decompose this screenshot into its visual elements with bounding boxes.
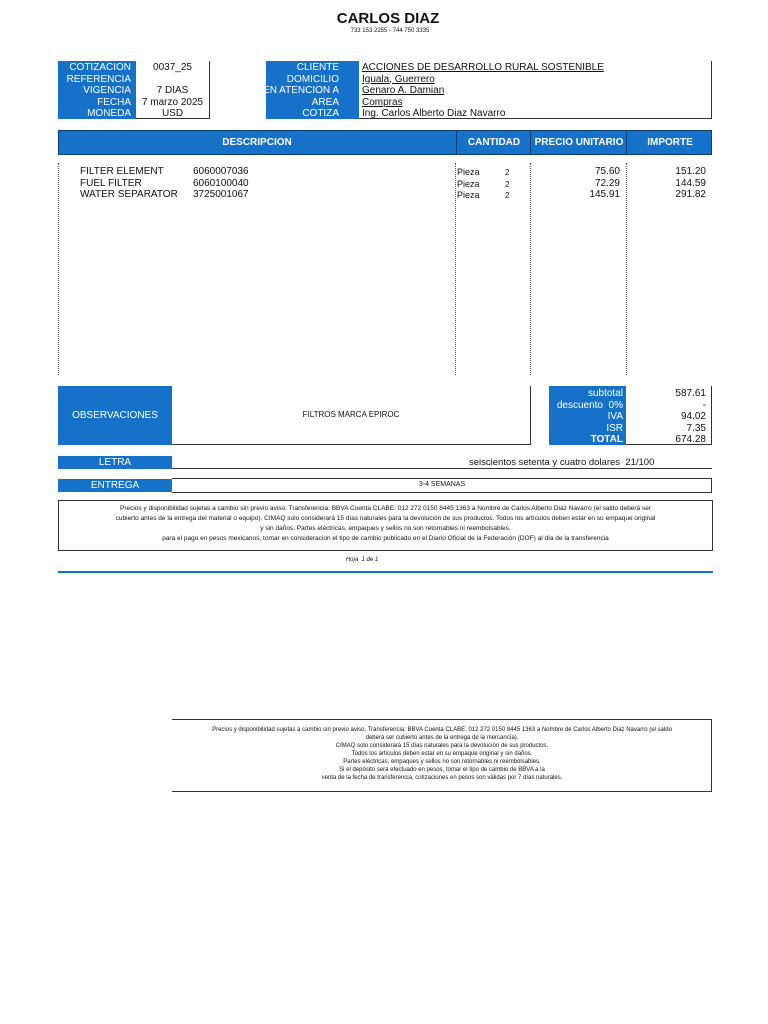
item-description: FILTER ELEMENT [80,166,164,177]
value-iva: 94.02 [680,411,706,422]
footer-terms-line: Si el depósito será efectuado en pesos, tomar el tipo de cambio de BBVA a la [339,767,545,773]
item-amount: 291.82 [675,189,706,200]
footer-terms-line: deberá ser cubierto antes de la entrega de la mercancía). [365,735,519,741]
footer-terms-line: Todos los artículos deben estar en su empaque original y sin daños. [351,751,533,757]
item-amount: 144.59 [675,178,706,189]
footer-terms-line: Precios y disponibilidad sujetas a cambio sin previo aviso. Transferencia: BBVA Cuenta CLABE: 012 272 0150 8445 1363 a Nombre de Carlos Alberto Diaz Navarro (el saldo [212,727,672,733]
value-descuento: - [702,399,706,411]
footer-terms-line: venta de la fecha de transferencia, cotizaciones en pesos son válidas por 7 días naturales. [321,775,563,781]
value-area: Compras [362,96,403,108]
value-subtotal: 587.61 [675,388,706,399]
item-code: 6060007036 [193,166,249,177]
value-cotizacion: 0037_25 [153,62,192,73]
item-amount: 151.20 [675,166,706,177]
label-cotiza: COTIZA [302,108,339,119]
header-importe: IMPORTE [626,131,713,154]
value-cotiza: Ing. Carlos Alberto Diaz Navarro [362,108,506,119]
letra-label: LETRA [98,457,132,468]
label-cotizacion: COTIZACION [69,62,131,73]
terms-line: cubierto antes de la entrega del material o equipo). CIMAQ solo considerará 15 días naturales para la devolución de sus productos. Todos los artículos deben estar en su empaque original [115,515,656,522]
value-moneda: USD [161,108,184,119]
value-cliente: ACCIONES DE DESARROLLO RURAL SOSTENIBLE [362,62,604,73]
col-divider [455,163,456,375]
label-en-atencion: EN ATENCION A [263,85,339,96]
header-precio-unitario: PRECIO UNITARIO [530,131,627,154]
observaciones-text: FILTROS MARCA EPIROC [302,410,400,419]
label-vigencia: VIGENCIA [83,85,131,96]
entrega-label: ENTREGA [90,480,140,491]
value-domicilio: Iguala, Guerrero [362,73,435,85]
value-fecha: 7 marzo 2025 [141,96,204,108]
label-subtotal: subtotal [587,388,623,399]
item-price: 75.60 [594,166,620,177]
observaciones-label: OBSERVACIONES [72,410,158,421]
terms-line: y sin daños. Partes eléctricas, empaques y sellos no son retornables ni reembolsables. [260,525,511,532]
item-unit: Pieza [457,167,480,177]
header-descripcion: DESCRIPCION [222,137,292,148]
footer-terms-line: Partes eléctricas, empaques y sellos no son retornables ni reembolsables. [343,759,541,765]
label-domicilio: DOMICILIO [286,73,339,85]
label-total: TOTAL [590,434,623,445]
label-moneda: MONEDA [87,108,131,119]
value-total: 674.28 [675,434,706,445]
label-fecha: FECHA [97,96,131,108]
label-area: AREA [311,96,339,108]
value-en-atencion: Genaro A. Damian [362,85,445,96]
letra-text: seiscientos setenta y cuatro dolares 21/100 [469,457,655,468]
col-divider [530,163,531,375]
item-qty: 2 [505,191,510,200]
item-qty: 2 [505,168,510,177]
item-description: WATER SEPARATOR [80,189,178,200]
item-code: 6060100040 [193,178,249,189]
col-divider [58,163,59,375]
label-isr: ISR [606,422,623,434]
footer-terms-line: CIMAQ solo considerará 15 días naturales para la devolución de sus productos. [335,743,549,749]
label-cliente: CLIENTE [296,62,339,73]
item-unit: Pieza [457,190,480,200]
item-description: FUEL FILTER [80,178,142,189]
header-cantidad: CANTIDAD [456,131,531,154]
item-price: 145.91 [589,189,620,200]
company-name: CARLOS DIAZ [336,10,440,27]
value-vigencia: 7 DIAS [156,85,189,96]
item-price: 72.29 [594,178,620,189]
label-referencia: REFERENCIA [66,73,131,85]
letra-line [172,468,712,469]
label-iva: IVA [607,411,623,422]
entrega-text: 3-4 SEMANAS [418,481,466,488]
label-descuento: descuento 0% [556,399,623,411]
terms-line: para el pago en pesos mexicanos, tomar en consideracion el tipo de cambio publicado en el Diario Oficial de la Federación (DOF) al día de la transferencia [162,535,609,542]
value-isr: 7.35 [686,422,706,434]
col-divider [626,163,627,375]
item-unit: Pieza [457,179,480,189]
item-qty: 2 [505,180,510,189]
item-code: 3725001067 [193,189,249,200]
terms-line: Precios y disponibilidad sujetas a cambio sin previo aviso. Transferencia: BBVA Cuenta CLABE: 012 272 0150 8445 1363 a Nombre de Carlos Alberto Diaz Navarro (el saldo deberá ser [119,505,651,512]
page-rule [58,571,713,573]
page-indicator: Hoja 1 de 1 [345,557,379,563]
company-phones: 733 153 2255 - 744 750 3335 [350,28,430,34]
